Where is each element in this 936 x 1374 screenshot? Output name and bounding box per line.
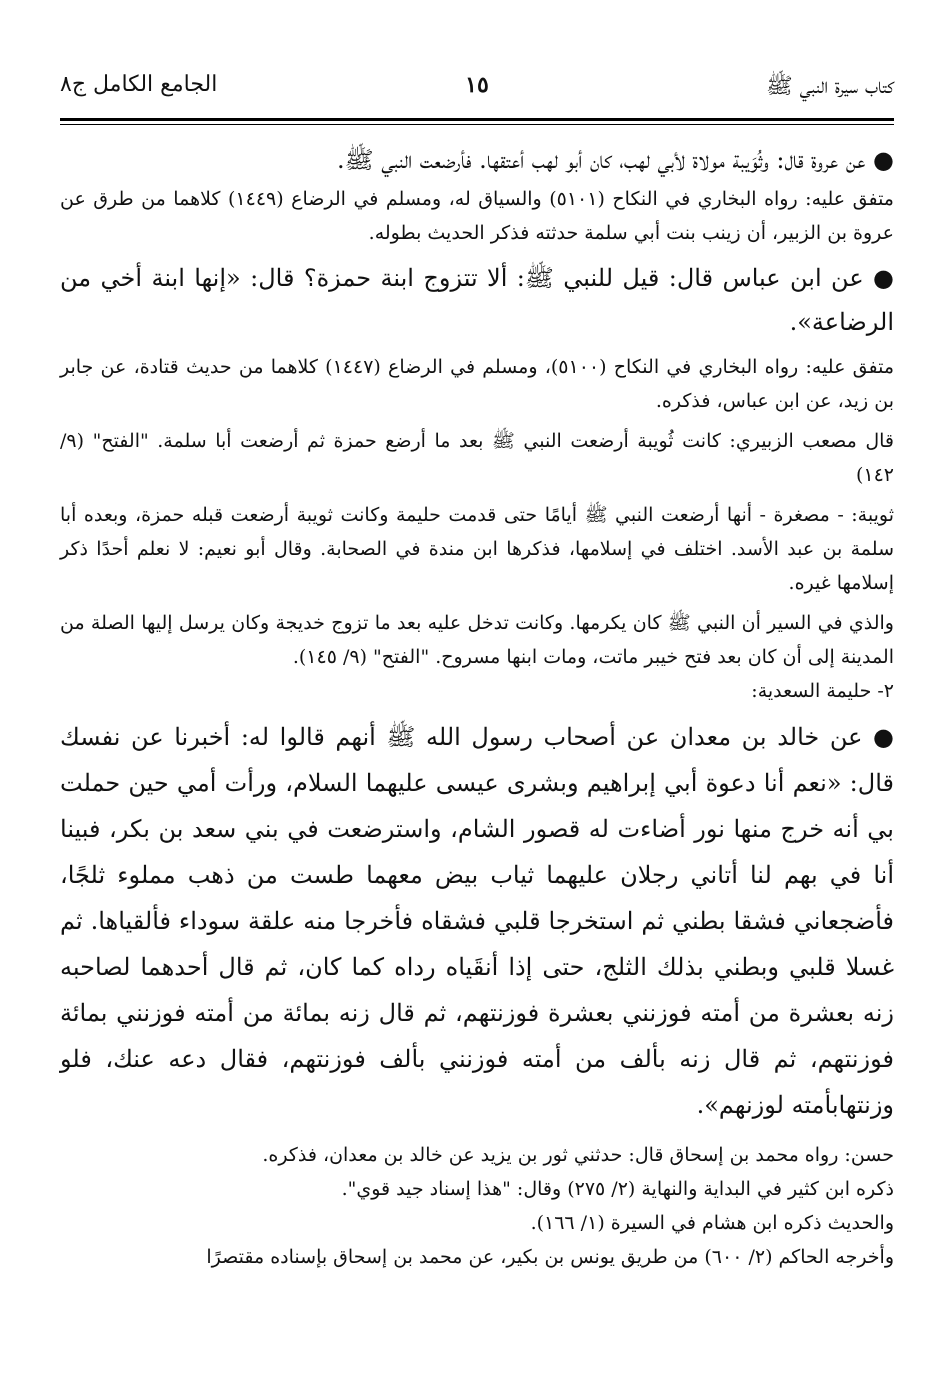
note-paragraph: قال مصعب الزبيري: كانت ثُويبة أرضعت النبي ﷺ بعد ما أرضع حمزة ثم أرضعت أبا سلمة. "الفتح" (٩/ ١٤٢) (60, 430, 894, 486)
page-header (60, 72, 894, 116)
header-book-title: الجامع الكامل ج٨ (60, 72, 218, 97)
hadith-paragraph: ● عن خالد بن معدان عن أصحاب رسول الله ﷺ أنهم قالوا له: أخبرنا عن نفسك قال: «نعم أنا دعوة أبي إبراهيم وبشرى عيسى عليهما السلام، ورأت أمي حين حملت بي أنه خرج منها نور أضاءت له قصور الشام، واسترضعت في بني سعد بن بكر، فبينا أنا في بهم لنا أتاني رجلان عليهما ثياب بيض معهما طست من ذهب مملوء ثلجًا، فأضجعاني فشقا بطني ثم استخرجا قلبي فشقاه فأخرجا منه علقة سوداء فألقياها. ثم غسلا قلبي وبطني بذلك الثلج، حتى إذا أنقَياه رداه كما كان، ثم قال أحدهما لصاحبه زنه بعشرة من أمته فوزنني بعشرة فوزنتهم، ثم قال زنه بمائة من أمته فوزنني بمائة فوزنتهم، ثم قال زنه بألف من أمته فوزنني بألف فوزنتهم، فقال دعه عنك، فلو وزنتهابأمته لوزنهم». (60, 723, 895, 1119)
takhrij-paragraph: حسن: رواه محمد بن إسحاق قال: حدثني ثور بن يزيد عن خالد بن معدان، فذكره. (262, 1144, 894, 1166)
takhrij-paragraph: وأخرجه الحاكم (٢/ ٦٠٠) من طريق يونس بن بكير، عن محمد بن إسحاق بإسناده مقتصرًا (206, 1246, 894, 1268)
page-body (60, 138, 894, 1274)
section-heading: ٢- حليمة السعدية: (751, 680, 894, 702)
note-paragraph: والذي في السير أن النبي ﷺ كان يكرمها. وكانت تدخل عليه بعد ما تزوج خديجة وكان يرسل إليها الصلة من المدينة إلى أن كان بعد فتح خيبر ماتت، ومات ابنها مسروح. "الفتح" (٩/ ١٤٥). (60, 612, 894, 668)
takhrij-paragraph: ذكره ابن كثير في البداية والنهاية (٢/ ٢٧٥) وقال: "هذا إسناد جيد قوي". (341, 1178, 894, 1200)
takhrij-paragraph: متفق عليه: رواه البخاري في النكاح (٥١٠٠)، ومسلم في الرضاع (١٤٤٧) كلاهما من حديث قتادة، عن جابر بن زيد، عن ابن عباس، فذكره. (60, 356, 895, 412)
header-rule-thin (60, 124, 894, 125)
hadith-paragraph: ● عن عروة قال: وثُوَيبة مولاة لأبي لهب، كان أبو لهب أعتقها. فأرضعت النبي ﷺ. (336, 146, 894, 174)
takhrij-paragraph: متفق عليه: رواه البخاري في النكاح (٥١٠١) والسياق له، ومسلم في الرضاع (١٤٤٩) كلاهما من طرق عن عروة بن الزبير، أن زينب بنت أبي سلمة حدثته فذكر الحديث بطوله. (60, 188, 894, 244)
takhrij-paragraph: والحديث ذكره ابن هشام في السيرة (١/ ١٦٦). (530, 1212, 894, 1234)
page-number: ١٥ (465, 72, 489, 98)
header-rule-thick (60, 118, 894, 121)
header-chapter-title: كتاب سيرة النبي ﷺ (766, 74, 894, 99)
hadith-paragraph: ● عن ابن عباس قال: قيل للنبي ﷺ: ألا تتزوج ابنة حمزة؟ قال: «إنها ابنة أخي من الرضاعة». (60, 264, 894, 336)
note-paragraph: ثويبة: - مصغرة - أنها أرضعت النبي ﷺ أيامًا حتى قدمت حليمة وكانت ثويبة أرضعت قبله حمزة، وبعده أبا سلمة بن عبد الأسد. اختلف في إسلامها، فذكرها ابن مندة في الصحابة. وقال أبو نعيم: لا نعلم أحدًا ذكر إسلامها غيره. (60, 504, 894, 594)
